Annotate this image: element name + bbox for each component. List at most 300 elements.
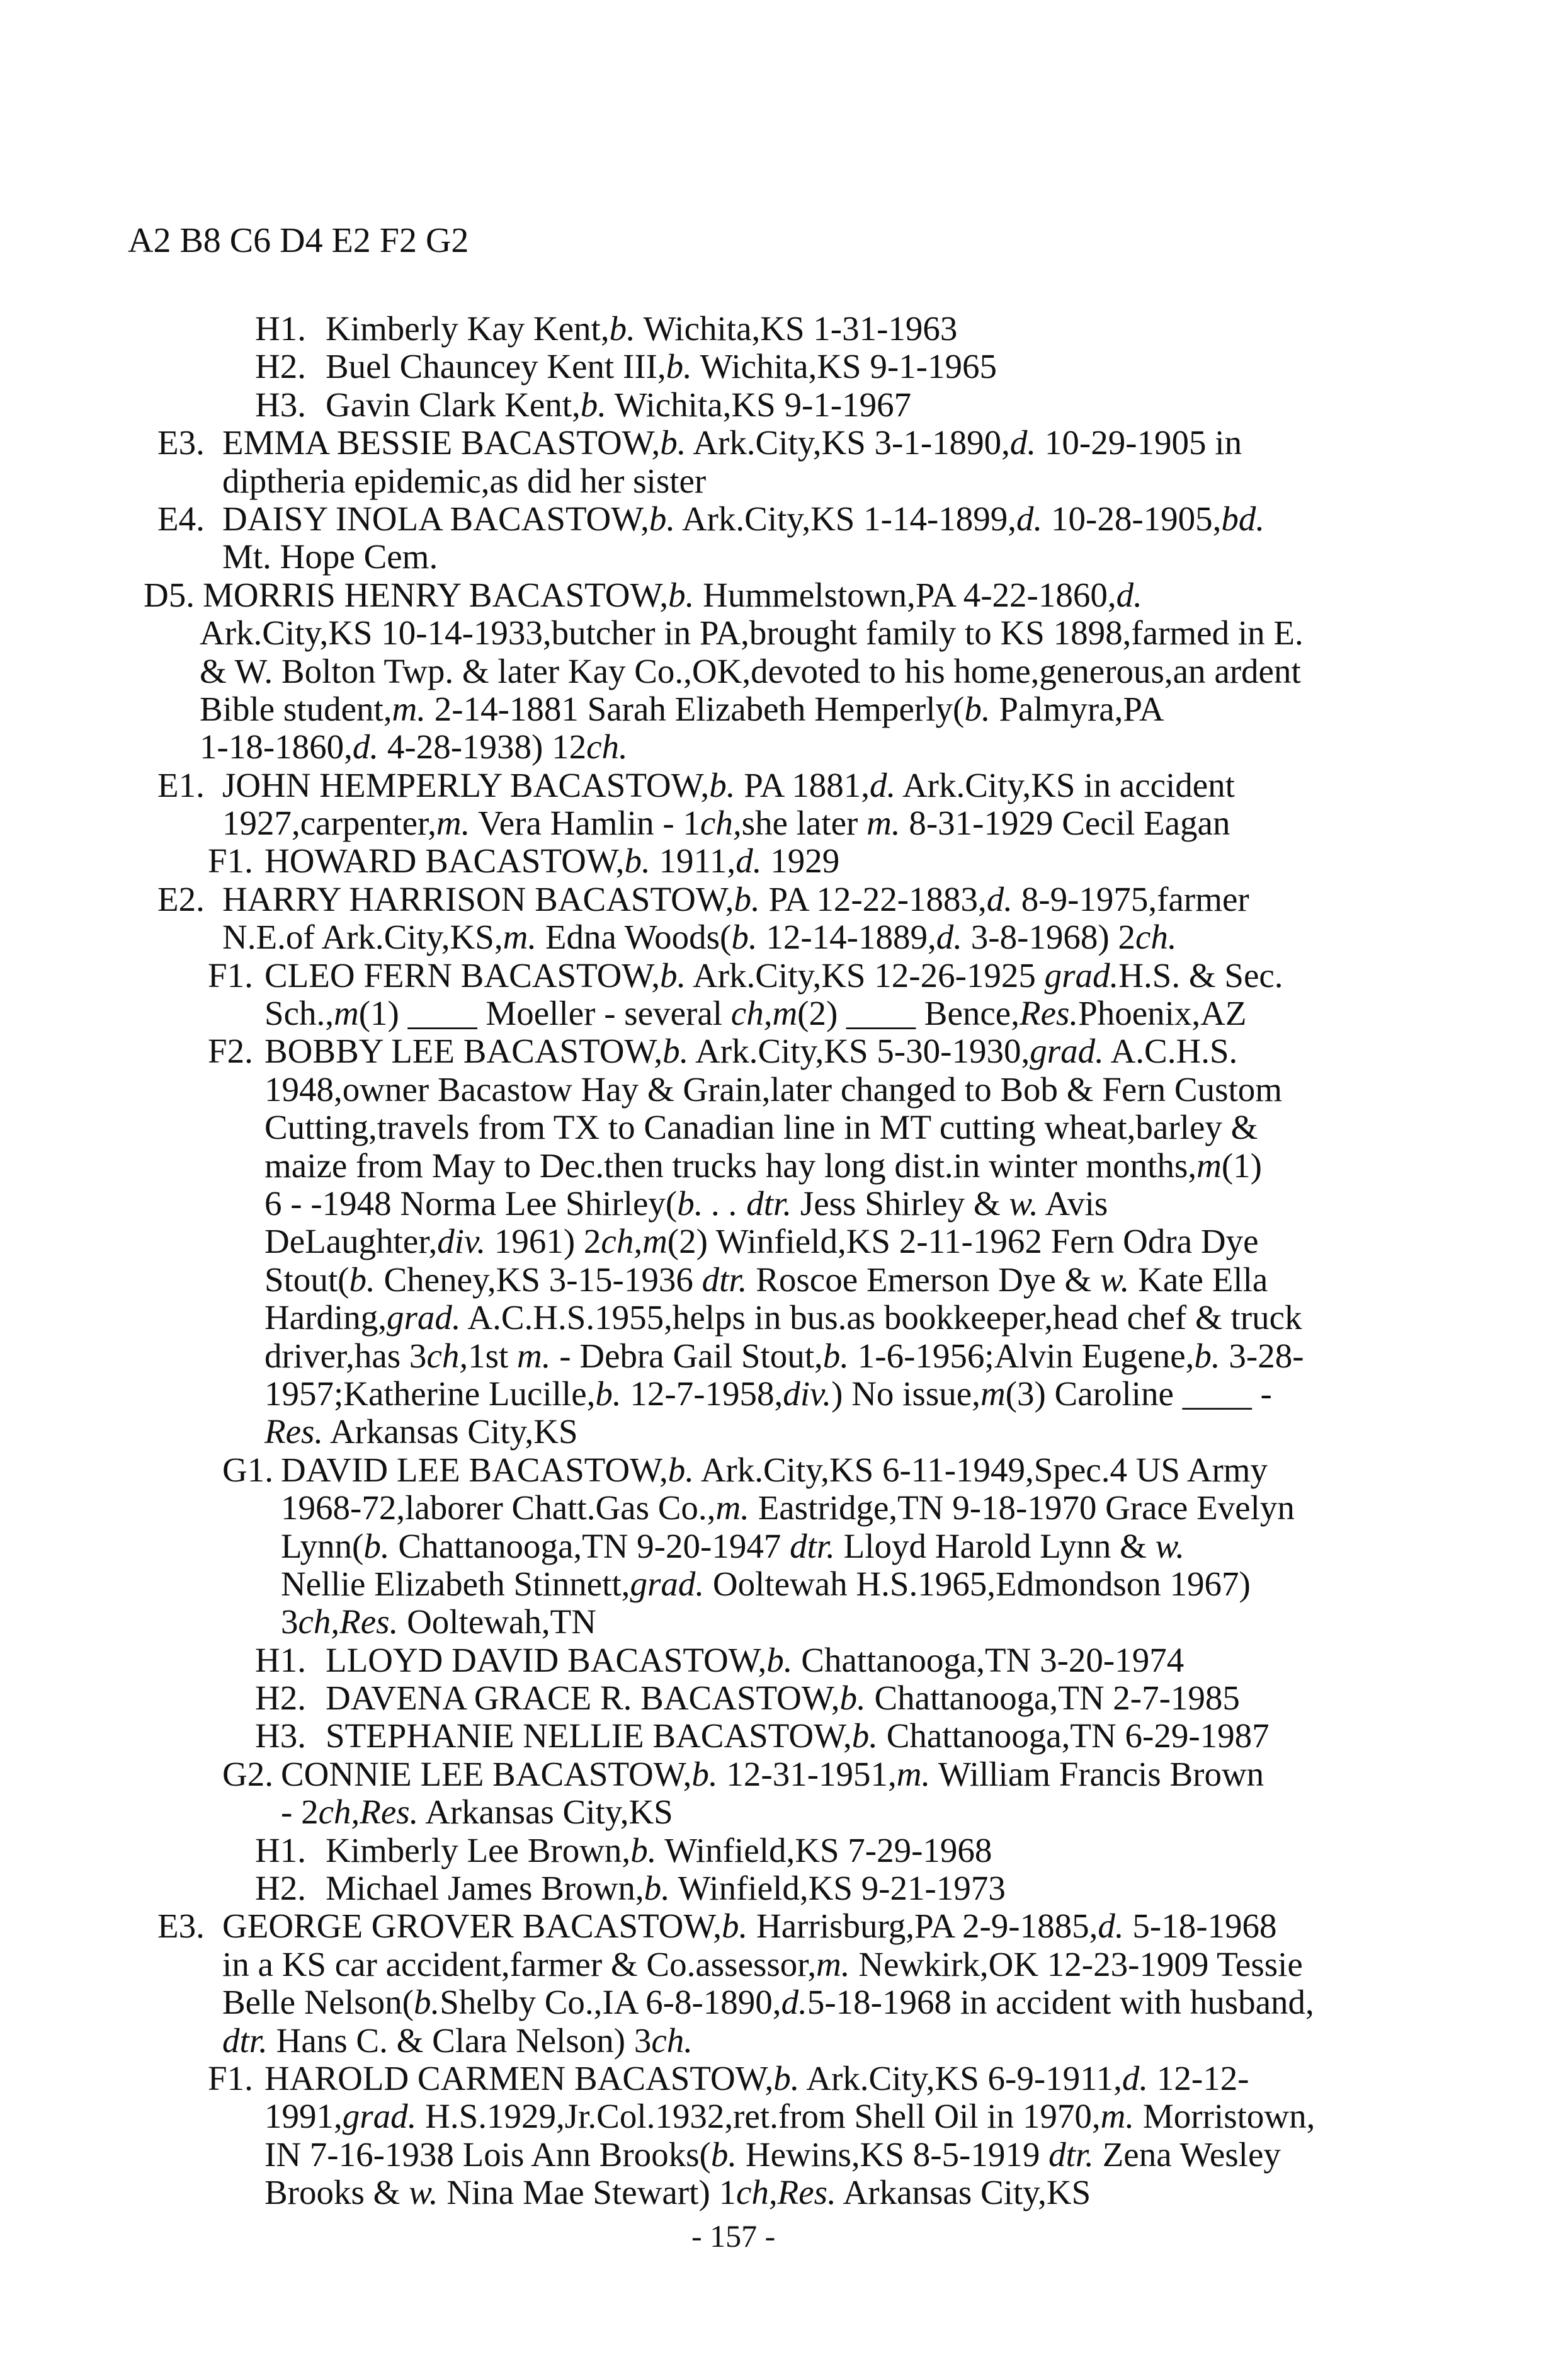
abbreviation-italic: Res.: [264, 1412, 324, 1451]
abbreviation-italic: d.: [1016, 499, 1043, 538]
text-run: DAVENA GRACE R. BACASTOW,: [326, 1679, 840, 1718]
text-run: 12-7-1958,: [621, 1374, 783, 1413]
entry-text: [326, 1832, 992, 1869]
text-run: Jess Shirley &: [792, 1184, 1009, 1223]
text-run: Sch.,: [264, 994, 334, 1033]
text-run: Cheney,KS 3-15-1936: [375, 1260, 702, 1299]
entry-line: [0, 1717, 1568, 1755]
abbreviation-italic: m: [1196, 1146, 1222, 1185]
text-run: Ark.City,KS 6-11-1949,Spec.4 US Army: [693, 1450, 1268, 1489]
entry-line: [0, 538, 1568, 576]
entry-line: [0, 576, 1568, 614]
text-run: Arkansas City,KS: [323, 1412, 578, 1451]
entry-text: [326, 1641, 1184, 1679]
abbreviation-italic: b.: [644, 1869, 670, 1908]
abbreviation-italic: d.: [1116, 575, 1142, 614]
entry-text: [264, 1147, 1262, 1185]
entry-label: H2.: [255, 1679, 306, 1718]
text-run: IN 7-16-1938 Lois Ann Brooks(: [264, 2135, 711, 2174]
entry-label: F1.: [208, 956, 253, 995]
text-run: Ark.City,KS 5-30-1930,: [688, 1032, 1030, 1071]
abbreviation-italic: ch,m: [601, 1222, 668, 1261]
abbreviation-italic: Res.: [1019, 994, 1079, 1033]
entry-text: [264, 1185, 1108, 1223]
abbreviation-italic: w.: [1100, 1260, 1130, 1299]
text-run: 5-18-1968 in accident with husband,: [807, 1983, 1314, 2022]
entry-line: [0, 1869, 1568, 1907]
abbreviation-italic: d.: [781, 1983, 807, 2022]
text-run: Belle Nelson(: [222, 1983, 414, 2022]
abbreviation-italic: ch.: [651, 2021, 693, 2060]
text-run: Chattanooga,TN 9-20-1947: [389, 1526, 790, 1565]
entry-label: E3.: [157, 1907, 205, 1946]
text-run: Nina Mae Stewart) 1: [438, 2173, 737, 2212]
text-run: - Debra Gail Stout,: [550, 1336, 823, 1375]
entry-label: F1.: [208, 2058, 253, 2097]
abbreviation-italic: b.: [649, 499, 676, 538]
text-run: Morristown,: [1134, 2097, 1315, 2136]
entry-line: [0, 690, 1568, 728]
entry-line: [0, 728, 1568, 766]
abbreviation-italic: w.: [1009, 1184, 1038, 1223]
abbreviation-italic: b.: [662, 1032, 689, 1071]
abbreviation-italic: b.: [666, 347, 692, 386]
genealogy-entry: [0, 767, 1568, 843]
entry-line: [0, 2022, 1568, 2060]
text-run: 1957;Katherine Lucille,: [264, 1374, 596, 1413]
text-run: Chattanooga,TN 2-7-1985: [865, 1679, 1240, 1718]
text-run: CONNIE LEE BACASTOW,: [281, 1754, 692, 1793]
entry-line: [0, 1413, 1568, 1451]
abbreviation-italic: m.: [896, 1754, 931, 1793]
genealogy-entries: [0, 310, 1568, 2212]
text-run: diptheria epidemic,as did her sister: [222, 461, 707, 500]
genealogy-entry: [0, 1679, 1568, 1717]
entry-text: [222, 1907, 1277, 1945]
abbreviation-italic: b.: [709, 765, 736, 804]
abbreviation-italic: b.: [722, 1907, 748, 1946]
abbreviation-italic: m.: [866, 804, 900, 843]
abbreviation-italic: d.: [936, 918, 962, 957]
text-run: 1991,: [264, 2097, 343, 2136]
text-run: Arkansas City,KS: [836, 2173, 1091, 2212]
entry-line: [0, 1983, 1568, 2021]
text-run: 2-14-1881 Sarah Elizabeth Hemperly(: [426, 689, 965, 728]
entry-label: E1.: [157, 765, 205, 804]
abbreviation-italic: ch,Res.: [318, 1793, 419, 1832]
text-run: Edna Woods(: [537, 918, 732, 957]
entry-text: [264, 1261, 1268, 1299]
entry-line: [0, 653, 1568, 690]
abbreviation-italic: dtr.: [790, 1526, 835, 1565]
text-run: Roscoe Emerson Dye &: [747, 1260, 1101, 1299]
abbreviation-italic: b.: [1194, 1336, 1220, 1375]
entry-text: [264, 957, 1283, 995]
text-run: 3: [281, 1602, 298, 1641]
text-run: 1927,carpenter,: [222, 804, 436, 843]
entry-text: [222, 538, 438, 576]
entry-text: [264, 842, 839, 880]
entry-line: [0, 1147, 1568, 1185]
text-run: 4-28-1938) 12: [378, 727, 587, 767]
entry-label: H2.: [255, 1869, 306, 1908]
text-run: HAROLD CARMEN BACASTOW,: [264, 2058, 774, 2097]
text-run: William Francis Brown: [930, 1754, 1264, 1793]
entry-text: [264, 1375, 1272, 1413]
text-run: Ark.City,KS 1-14-1899,: [675, 499, 1017, 538]
text-run: Wichita,KS 9-1-1965: [691, 347, 997, 386]
text-run: 1-6-1956;Alvin Eugene,: [849, 1336, 1195, 1375]
text-run: Winfield,KS 7-29-1968: [656, 1830, 992, 1869]
abbreviation-italic: m.: [816, 1944, 850, 1983]
text-run: in a KS car accident,farmer & Co.assessor,: [222, 1944, 817, 1983]
entry-text: [222, 2022, 693, 2060]
entry-text: [222, 462, 706, 500]
abbreviation-italic: dtr.: [702, 1260, 747, 1299]
text-run: DAISY INOLA BACASTOW,: [222, 499, 649, 538]
abbreviation-italic: grad.: [342, 2097, 417, 2136]
entry-label: E3.: [157, 423, 205, 462]
text-run: Kimberly Lee Brown,: [326, 1830, 631, 1869]
text-run: Lynn(: [281, 1526, 364, 1565]
text-run: HARRY HARRISON BACASTOW,: [222, 879, 734, 918]
abbreviation-italic: b.: [964, 689, 991, 728]
genealogy-entry: [0, 576, 1568, 767]
text-run: Mt. Hope Cem.: [222, 537, 438, 576]
text-run: Shelby Co.,IA 6-8-1890,: [440, 1983, 781, 2022]
text-run: 10-29-1905 in: [1036, 423, 1242, 462]
entry-text: [222, 1983, 1314, 2021]
entry-label: D5.: [144, 575, 195, 614]
abbreviation-italic: ch,: [700, 804, 742, 843]
abbreviation-italic: m.: [392, 689, 426, 728]
text-run: Zena Wesley: [1093, 2135, 1281, 2174]
entry-line: [0, 1109, 1568, 1146]
entry-text: [281, 1755, 1264, 1793]
text-run: & W. Bolton Twp. & later Kay Co.,OK,devoted to his home,generous,an ardent: [200, 651, 1301, 690]
entry-text: [281, 1603, 596, 1641]
abbreviation-italic: m.: [517, 1336, 551, 1375]
entry-line: [0, 842, 1568, 880]
abbreviation-italic: b.: [710, 2135, 737, 2174]
entry-line: [0, 1603, 1568, 1641]
text-run: N.E.of Ark.City,KS,: [222, 918, 503, 957]
genealogy-entry: [0, 1832, 1568, 1869]
entry-text: [264, 2060, 1249, 2097]
text-run: PA 1881,: [735, 765, 870, 804]
text-run: Ark.City,KS 12-26-1925: [686, 956, 1045, 995]
entry-line: [0, 2097, 1568, 2135]
entry-line: [0, 1261, 1568, 1299]
genealogy-entry: [0, 1032, 1568, 1451]
genealogy-entry: [0, 1641, 1568, 1679]
entry-text: [264, 995, 1247, 1032]
entry-label: F1.: [208, 842, 253, 881]
entry-line: [0, 1907, 1568, 1945]
text-run: 5-18-1968: [1123, 1907, 1277, 1946]
entry-line: [0, 1375, 1568, 1413]
text-run: Harding,: [264, 1298, 387, 1337]
genealogy-entry: [0, 881, 1568, 957]
text-run: DAVID LEE BACASTOW,: [281, 1450, 668, 1489]
genealogy-entry: [0, 1451, 1568, 1641]
entry-line: [0, 2174, 1568, 2211]
entry-label: H1.: [255, 309, 306, 348]
genealogy-entry: [0, 424, 1568, 500]
text-run: 1-18-1860,: [200, 727, 353, 767]
text-run: she later: [741, 804, 867, 843]
text-run: PA 12-22-1883,: [759, 879, 987, 918]
text-run: 3-8-1968) 2: [962, 918, 1135, 957]
entry-text: [222, 1946, 1303, 1983]
text-run: 1961) 2: [486, 1222, 601, 1261]
entry-label: H3.: [255, 1716, 306, 1755]
entry-line: [0, 1299, 1568, 1337]
abbreviation-italic: grad.: [386, 1298, 461, 1337]
text-run: H.S.1929,Jr.Col.1932,ret.from Shell Oil in 1970,: [416, 2097, 1101, 2136]
entry-line: [0, 1755, 1568, 1793]
text-run: BOBBY LEE BACASTOW,: [264, 1032, 663, 1071]
entry-label: G1.: [222, 1450, 273, 1489]
abbreviation-italic: d.: [1098, 1907, 1124, 1946]
abbreviation-italic: b.: [609, 309, 635, 348]
abbreviation-italic: d.: [986, 879, 1013, 918]
abbreviation-italic: b.: [773, 2058, 800, 2097]
entry-label: E4.: [157, 499, 205, 538]
abbreviation-italic: b.: [363, 1526, 390, 1565]
entry-label: H1.: [255, 1640, 306, 1679]
entry-text: [264, 2136, 1281, 2174]
text-run: JOHN HEMPERLY BACASTOW,: [222, 765, 710, 804]
text-run: driver,has 3: [264, 1336, 427, 1375]
entry-text: [326, 386, 911, 424]
entry-text: [222, 500, 1264, 538]
text-run: Ooltewah,TN: [398, 1602, 596, 1641]
entry-label: H2.: [255, 347, 306, 386]
abbreviation-italic: grad.: [1030, 1032, 1104, 1071]
entry-line: [0, 1451, 1568, 1489]
text-run: Hewins,KS 8-5-1919: [737, 2135, 1049, 2174]
abbreviation-italic: dtr.: [222, 2021, 268, 2060]
entry-line: [0, 1337, 1568, 1375]
abbreviation-italic: b.: [839, 1679, 866, 1718]
text-run: Phoenix,AZ: [1078, 994, 1247, 1033]
entry-label: H1.: [255, 1830, 306, 1869]
page-number: - 157 -: [691, 2218, 776, 2254]
text-run: (2) ____ Bence,: [797, 994, 1020, 1033]
text-run: Winfield,KS 9-21-1973: [669, 1869, 1006, 1908]
text-run: maize from May to Dec.then trucks hay long dist.in winter months,: [264, 1146, 1197, 1185]
abbreviation-italic: bd.: [1221, 499, 1265, 538]
entry-line: [0, 386, 1568, 424]
abbreviation-italic: b.: [766, 1640, 793, 1679]
entry-text: [326, 310, 957, 348]
text-run: 1929: [761, 842, 840, 881]
text-run: (3) Caroline ____ -: [1005, 1374, 1272, 1413]
text-run: Palmyra,PA: [990, 689, 1164, 728]
entry-label: G2.: [222, 1754, 273, 1793]
entry-text: [264, 1299, 1302, 1337]
genealogy-entry: [0, 348, 1568, 385]
text-run: EMMA BESSIE BACASTOW,: [222, 423, 661, 462]
genealogy-entry: [0, 500, 1568, 576]
text-run: Brooks &: [264, 2173, 409, 2212]
abbreviation-italic: b.: [731, 918, 758, 957]
entry-text: [326, 1679, 1240, 1717]
text-run: Gavin Clark Kent,: [326, 385, 581, 424]
page-header-lineage: A2 B8 C6 D4 E2 F2 G2: [128, 221, 469, 260]
entry-text: [222, 424, 1242, 462]
abbreviation-italic: b.: [624, 842, 650, 881]
abbreviation-italic: m: [980, 1374, 1006, 1413]
genealogy-entry: [0, 842, 1568, 880]
entry-text: [200, 653, 1301, 690]
entry-label: E2.: [157, 879, 205, 918]
abbreviation-italic: d.: [736, 842, 762, 881]
entry-line: [0, 995, 1568, 1032]
abbreviation-italic: b.: [822, 1336, 849, 1375]
text-run: 12-12-: [1148, 2058, 1249, 2097]
entry-text: [281, 1489, 1295, 1527]
entry-text: [264, 1413, 578, 1451]
abbreviation-italic: b.: [851, 1716, 878, 1755]
text-run: 8-31-1929 Cecil Eagan: [900, 804, 1230, 843]
entry-text: [203, 576, 1142, 614]
abbreviation-italic: w.: [409, 2173, 438, 2212]
text-run: A.C.H.S.1955,helps in bus.as bookkeeper,head chef & truck: [460, 1298, 1302, 1337]
text-run: 10-28-1905,: [1042, 499, 1222, 538]
abbreviation-italic: ch,m: [730, 994, 798, 1033]
text-run: (2) Winfield,KS 2-11-1962 Fern Odra Dye: [667, 1222, 1259, 1261]
genealogy-entry: [0, 957, 1568, 1033]
entry-line: [0, 1565, 1568, 1603]
abbreviation-italic: b.: [349, 1260, 375, 1299]
abbreviation-italic: b.: [660, 423, 686, 462]
text-run: Kate Ella: [1129, 1260, 1268, 1299]
abbreviation-italic: d.: [869, 765, 896, 804]
text-run: HOWARD BACASTOW,: [264, 842, 625, 881]
abbreviation-italic: b.: [691, 1754, 718, 1793]
text-run: Nellie Elizabeth Stinnett,: [281, 1564, 630, 1603]
entry-line: [0, 767, 1568, 804]
entry-text: [222, 804, 1230, 842]
entry-line: [0, 1832, 1568, 1869]
text-run: STEPHANIE NELLIE BACASTOW,: [326, 1716, 852, 1755]
entry-text: [264, 2097, 1315, 2135]
abbreviation-italic: b.: [668, 1450, 694, 1489]
abbreviation-italic: b.: [660, 956, 686, 995]
abbreviation-italic: m.: [436, 804, 470, 843]
abbreviation-italic: grad.: [1044, 956, 1119, 995]
entry-text: [326, 348, 997, 385]
abbreviation-italic: b.: [413, 1983, 440, 2022]
entry-line: [0, 1223, 1568, 1260]
text-run: Harrisburg,PA 2-9-1885,: [747, 1907, 1098, 1946]
genealogy-entry: [0, 1869, 1568, 1907]
text-run: Eastridge,TN 9-18-1970 Grace Evelyn: [749, 1488, 1295, 1527]
entry-line: [0, 1489, 1568, 1527]
text-run: Ooltewah H.S.1965,Edmondson 1967): [704, 1564, 1251, 1603]
text-run: (1) ____ Moeller - several: [358, 994, 731, 1033]
abbreviation-italic: ch,Res.: [736, 2173, 836, 2212]
text-run: GEORGE GROVER BACASTOW,: [222, 1907, 722, 1946]
entry-line: [0, 348, 1568, 385]
entry-line: [0, 2136, 1568, 2174]
genealogy-entry: [0, 386, 1568, 424]
text-run: CLEO FERN BACASTOW,: [264, 956, 661, 995]
entry-line: [0, 310, 1568, 348]
entry-line: [0, 918, 1568, 956]
entry-line: [0, 1071, 1568, 1109]
abbreviation-italic: b.: [734, 879, 760, 918]
text-run: Ark.City,KS 10-14-1933,butcher in PA,brought family to KS 1898,farmed in E.: [200, 613, 1304, 653]
text-run: A.C.H.S.: [1103, 1032, 1238, 1071]
abbreviation-italic: dtr.: [1048, 2135, 1094, 2174]
entry-text: [222, 918, 1177, 956]
entry-line: [0, 2060, 1568, 2097]
entry-text: [222, 767, 1235, 804]
text-run: Hans C. & Clara Nelson) 3: [267, 2021, 652, 2060]
entry-text: [281, 1451, 1268, 1489]
entry-line: [0, 1185, 1568, 1223]
genealogy-entry: [0, 1717, 1568, 1755]
text-run: DeLaughter,: [264, 1222, 438, 1261]
entry-text: [200, 690, 1164, 728]
entry-line: [0, 462, 1568, 500]
text-run: 3-28-: [1220, 1336, 1304, 1375]
abbreviation-italic: ch,Res.: [298, 1602, 399, 1641]
entry-line: [0, 881, 1568, 918]
text-run: Wichita,KS 1-31-1963: [635, 309, 958, 348]
abbreviation-italic: div.: [783, 1374, 832, 1413]
entry-text: [281, 1565, 1251, 1603]
abbreviation-italic: ch.: [1135, 918, 1177, 957]
entry-line: [0, 1679, 1568, 1717]
entry-text: [264, 1071, 1282, 1109]
entry-text: [281, 1527, 1185, 1565]
text-run: Bible student,: [200, 689, 392, 728]
text-run: Avis: [1038, 1184, 1108, 1223]
entry-label: F2.: [208, 1032, 253, 1071]
text-run: Hummelstown,PA 4-22-1860,: [694, 575, 1116, 614]
abbreviation-italic: d.: [352, 727, 379, 767]
entry-line: [0, 500, 1568, 538]
text-run: (1): [1221, 1146, 1262, 1185]
entry-line: [0, 1032, 1568, 1070]
text-run: Lloyd Harold Lynn &: [834, 1526, 1156, 1565]
abbreviation-italic: b.: [668, 575, 695, 614]
abbreviation-italic: div.: [437, 1222, 486, 1261]
text-run: - 2: [281, 1793, 319, 1832]
abbreviation-italic: m.: [1100, 2097, 1135, 2136]
entry-text: [264, 1223, 1259, 1260]
text-run: Cutting,travels from TX to Canadian line in MT cutting wheat,barley &: [264, 1108, 1258, 1147]
entry-line: [0, 1641, 1568, 1679]
abbreviation-italic: d.: [1009, 423, 1037, 462]
text-run: Stout(: [264, 1260, 349, 1299]
genealogy-entry: [0, 1907, 1568, 2060]
genealogy-entry: [0, 1755, 1568, 1832]
text-run: 6 - -1948 Norma Lee Shirley(: [264, 1184, 678, 1223]
entry-line: [0, 1527, 1568, 1565]
text-run: 8-9-1975,farmer: [1013, 879, 1249, 918]
entry-text: [281, 1793, 673, 1831]
text-run: LLOYD DAVID BACASTOW,: [326, 1640, 767, 1679]
text-run: Vera Hamlin - 1: [470, 804, 700, 843]
text-run: 12-14-1889,: [757, 918, 936, 957]
abbreviation-italic: m.: [503, 918, 537, 957]
entry-text: [200, 728, 628, 766]
